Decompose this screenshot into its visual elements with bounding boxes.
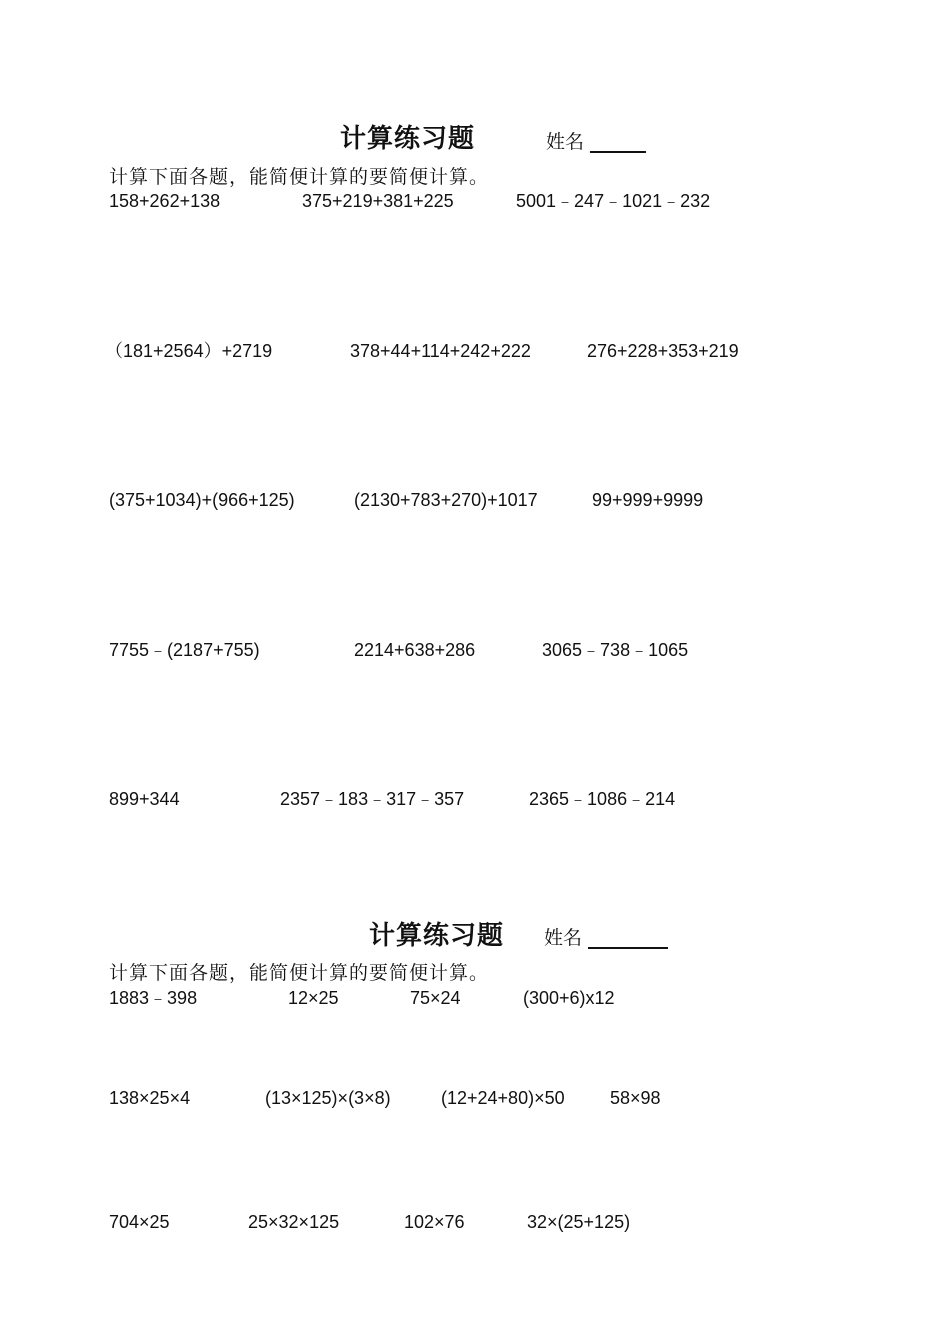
- section1-name-label: 姓名: [546, 131, 585, 153]
- section2-instruction: 计算下面各题，能简便计算的要简便计算。: [109, 962, 490, 984]
- problem: 704×25: [109, 1212, 170, 1232]
- problem: (12+24+80)×50: [441, 1088, 565, 1108]
- problem: 12×25: [288, 988, 339, 1008]
- problem: 375+219+381+225: [302, 191, 454, 211]
- problem: 99+999+9999: [592, 490, 704, 510]
- problem: 276+228+353+219: [587, 341, 739, 361]
- problem: 75×24: [410, 988, 461, 1008]
- problem: 378+44+114+242+222: [350, 341, 531, 361]
- problem: (375+1034)+(966+125): [109, 490, 295, 510]
- problem: 32×(25+125): [527, 1212, 631, 1232]
- problem: 25×32×125: [248, 1212, 340, 1232]
- problem: （181+2564）+2719: [105, 341, 273, 361]
- section1-title: 计算练习题: [340, 124, 476, 154]
- problem: 5001﹣247﹣1021﹣232: [516, 191, 711, 211]
- problem: 158+262+138: [109, 191, 221, 211]
- section2-name-blank[interactable]: [588, 947, 668, 949]
- problem: 1883﹣398: [109, 988, 198, 1008]
- section2-title: 计算练习题: [369, 921, 505, 951]
- section2-name-label: 姓名: [544, 927, 583, 949]
- problem: 138×25×4: [109, 1088, 191, 1108]
- problem: 102×76: [404, 1212, 465, 1232]
- section1-name-blank[interactable]: [590, 151, 646, 153]
- problem: 58×98: [610, 1088, 661, 1108]
- problem: 7755﹣(2187+755): [109, 640, 260, 660]
- problem: (2130+783+270)+1017: [354, 490, 538, 510]
- problem: (300+6)x12: [523, 988, 615, 1008]
- section1-instruction: 计算下面各题，能简便计算的要简便计算。: [109, 166, 490, 188]
- problem: 3065﹣738﹣1065: [542, 640, 689, 660]
- problem: 2365﹣1086﹣214: [529, 789, 676, 809]
- problem: 899+344: [109, 789, 180, 809]
- problem: 2214+638+286: [354, 640, 476, 660]
- problem: 2357﹣183﹣317﹣357: [280, 789, 465, 809]
- problem: (13×125)×(3×8): [265, 1088, 391, 1108]
